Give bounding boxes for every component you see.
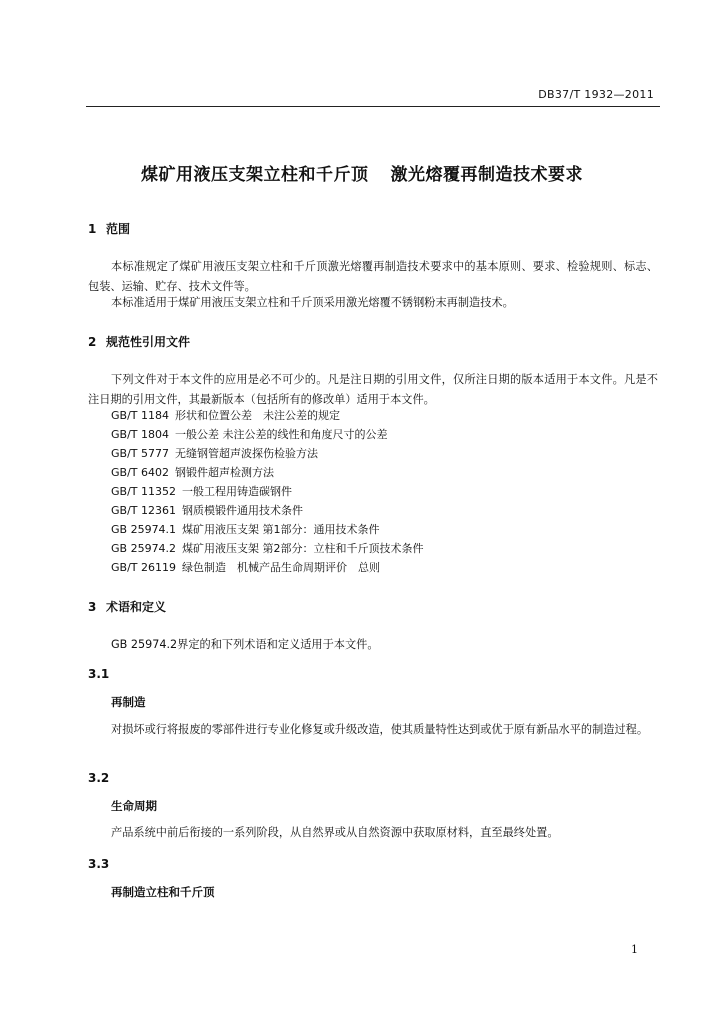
term-number: 3.2 xyxy=(88,771,110,785)
page-number: 1 xyxy=(631,943,638,956)
header-divider xyxy=(86,106,660,107)
reference-title: 煤矿用液压支架 第1部分：通用技术条件 xyxy=(182,523,380,536)
reference-code: GB/T 12361 xyxy=(111,504,176,517)
reference-item xyxy=(111,444,424,463)
reference-item xyxy=(111,520,424,539)
section-2-heading xyxy=(88,333,190,350)
reference-item xyxy=(111,558,424,577)
reference-code: GB 25974.1 xyxy=(111,523,177,536)
standard-code: DB37/T 1932—2011 xyxy=(538,88,654,101)
reference-title: 绿色制造 机械产品生命周期评价 总则 xyxy=(182,561,380,574)
section-title: 术语和定义 xyxy=(106,600,167,614)
reference-item xyxy=(111,463,424,482)
section-1-paragraph-1: 本标准规定了煤矿用液压支架立柱和千斤顶激光熔覆再制造技术要求中的基本原则、要求、检验规则、标志、包装、运输、贮存、技术文件等。 xyxy=(88,260,658,293)
term-name: 生命周期 xyxy=(111,799,157,813)
term-name: 再制造 xyxy=(111,695,146,709)
section-title: 规范性引用文件 xyxy=(106,335,191,349)
term-definition: 产品系统中前后衔接的一系列阶段，从自然界或从自然资源中获取原材料，直至最终处置。 xyxy=(111,826,559,839)
title-part-1: 煤矿用液压支架立柱和千斤顶 xyxy=(141,165,369,185)
section-3-heading xyxy=(88,598,166,615)
section-1-heading xyxy=(88,220,130,237)
reference-code: GB/T 1804 xyxy=(111,428,169,441)
reference-title: 一般公差 未注公差的线性和角度尺寸的公差 xyxy=(175,428,388,441)
section-number: 1 xyxy=(88,222,97,236)
reference-code: GB/T 6402 xyxy=(111,466,169,479)
term-name: 再制造立柱和千斤顶 xyxy=(111,885,215,899)
section-number: 2 xyxy=(88,335,97,349)
section-number: 3 xyxy=(88,600,97,614)
reference-item xyxy=(111,539,424,558)
reference-code: GB/T 26119 xyxy=(111,561,176,574)
reference-code: GB/T 11352 xyxy=(111,485,176,498)
reference-title: 一般工程用铸造碳钢件 xyxy=(182,485,292,498)
section-1-paragraph-2: 本标准适用于煤矿用液压支架立柱和千斤顶采用激光熔覆不锈钢粉末再制造技术。 xyxy=(111,296,514,309)
title-part-2: 激光熔覆再制造技术要求 xyxy=(390,165,583,185)
section-title: 范围 xyxy=(106,222,131,236)
term-number: 3.1 xyxy=(88,667,110,681)
reference-item xyxy=(111,482,424,501)
reference-code: GB/T 1184 xyxy=(111,409,169,422)
reference-title: 无缝钢管超声波探伤检验方法 xyxy=(175,447,318,460)
reference-code: GB/T 5777 xyxy=(111,447,169,460)
section-2-intro: 下列文件对于本文件的应用是必不可少的。凡是注日期的引用文件，仅所注日期的版本适用于本文件。凡是不注日期的引用文件，其最新版本（包括所有的修改单）适用于本文件。 xyxy=(88,373,658,406)
reference-item xyxy=(111,406,424,425)
term-number: 3.3 xyxy=(88,857,110,871)
reference-title: 煤矿用液压支架 第2部分：立柱和千斤顶技术条件 xyxy=(182,542,424,555)
normative-reference-list xyxy=(111,406,424,577)
term-definition: 对损坏或行将报废的零部件进行专业化修复或升级改造，使其质量特性达到或优于原有新品水平的制造过程。 xyxy=(111,723,649,736)
reference-item xyxy=(111,501,424,520)
reference-code: GB 25974.2 xyxy=(111,542,177,555)
reference-title: 钢质模锻件通用技术条件 xyxy=(182,504,303,517)
section-3-intro: GB 25974.2界定的和下列术语和定义适用于本文件。 xyxy=(111,638,379,651)
reference-title: 钢锻件超声检测方法 xyxy=(175,466,274,479)
document-title xyxy=(0,160,724,185)
reference-title: 形状和位置公差 未注公差的规定 xyxy=(175,409,340,422)
reference-item xyxy=(111,425,424,444)
